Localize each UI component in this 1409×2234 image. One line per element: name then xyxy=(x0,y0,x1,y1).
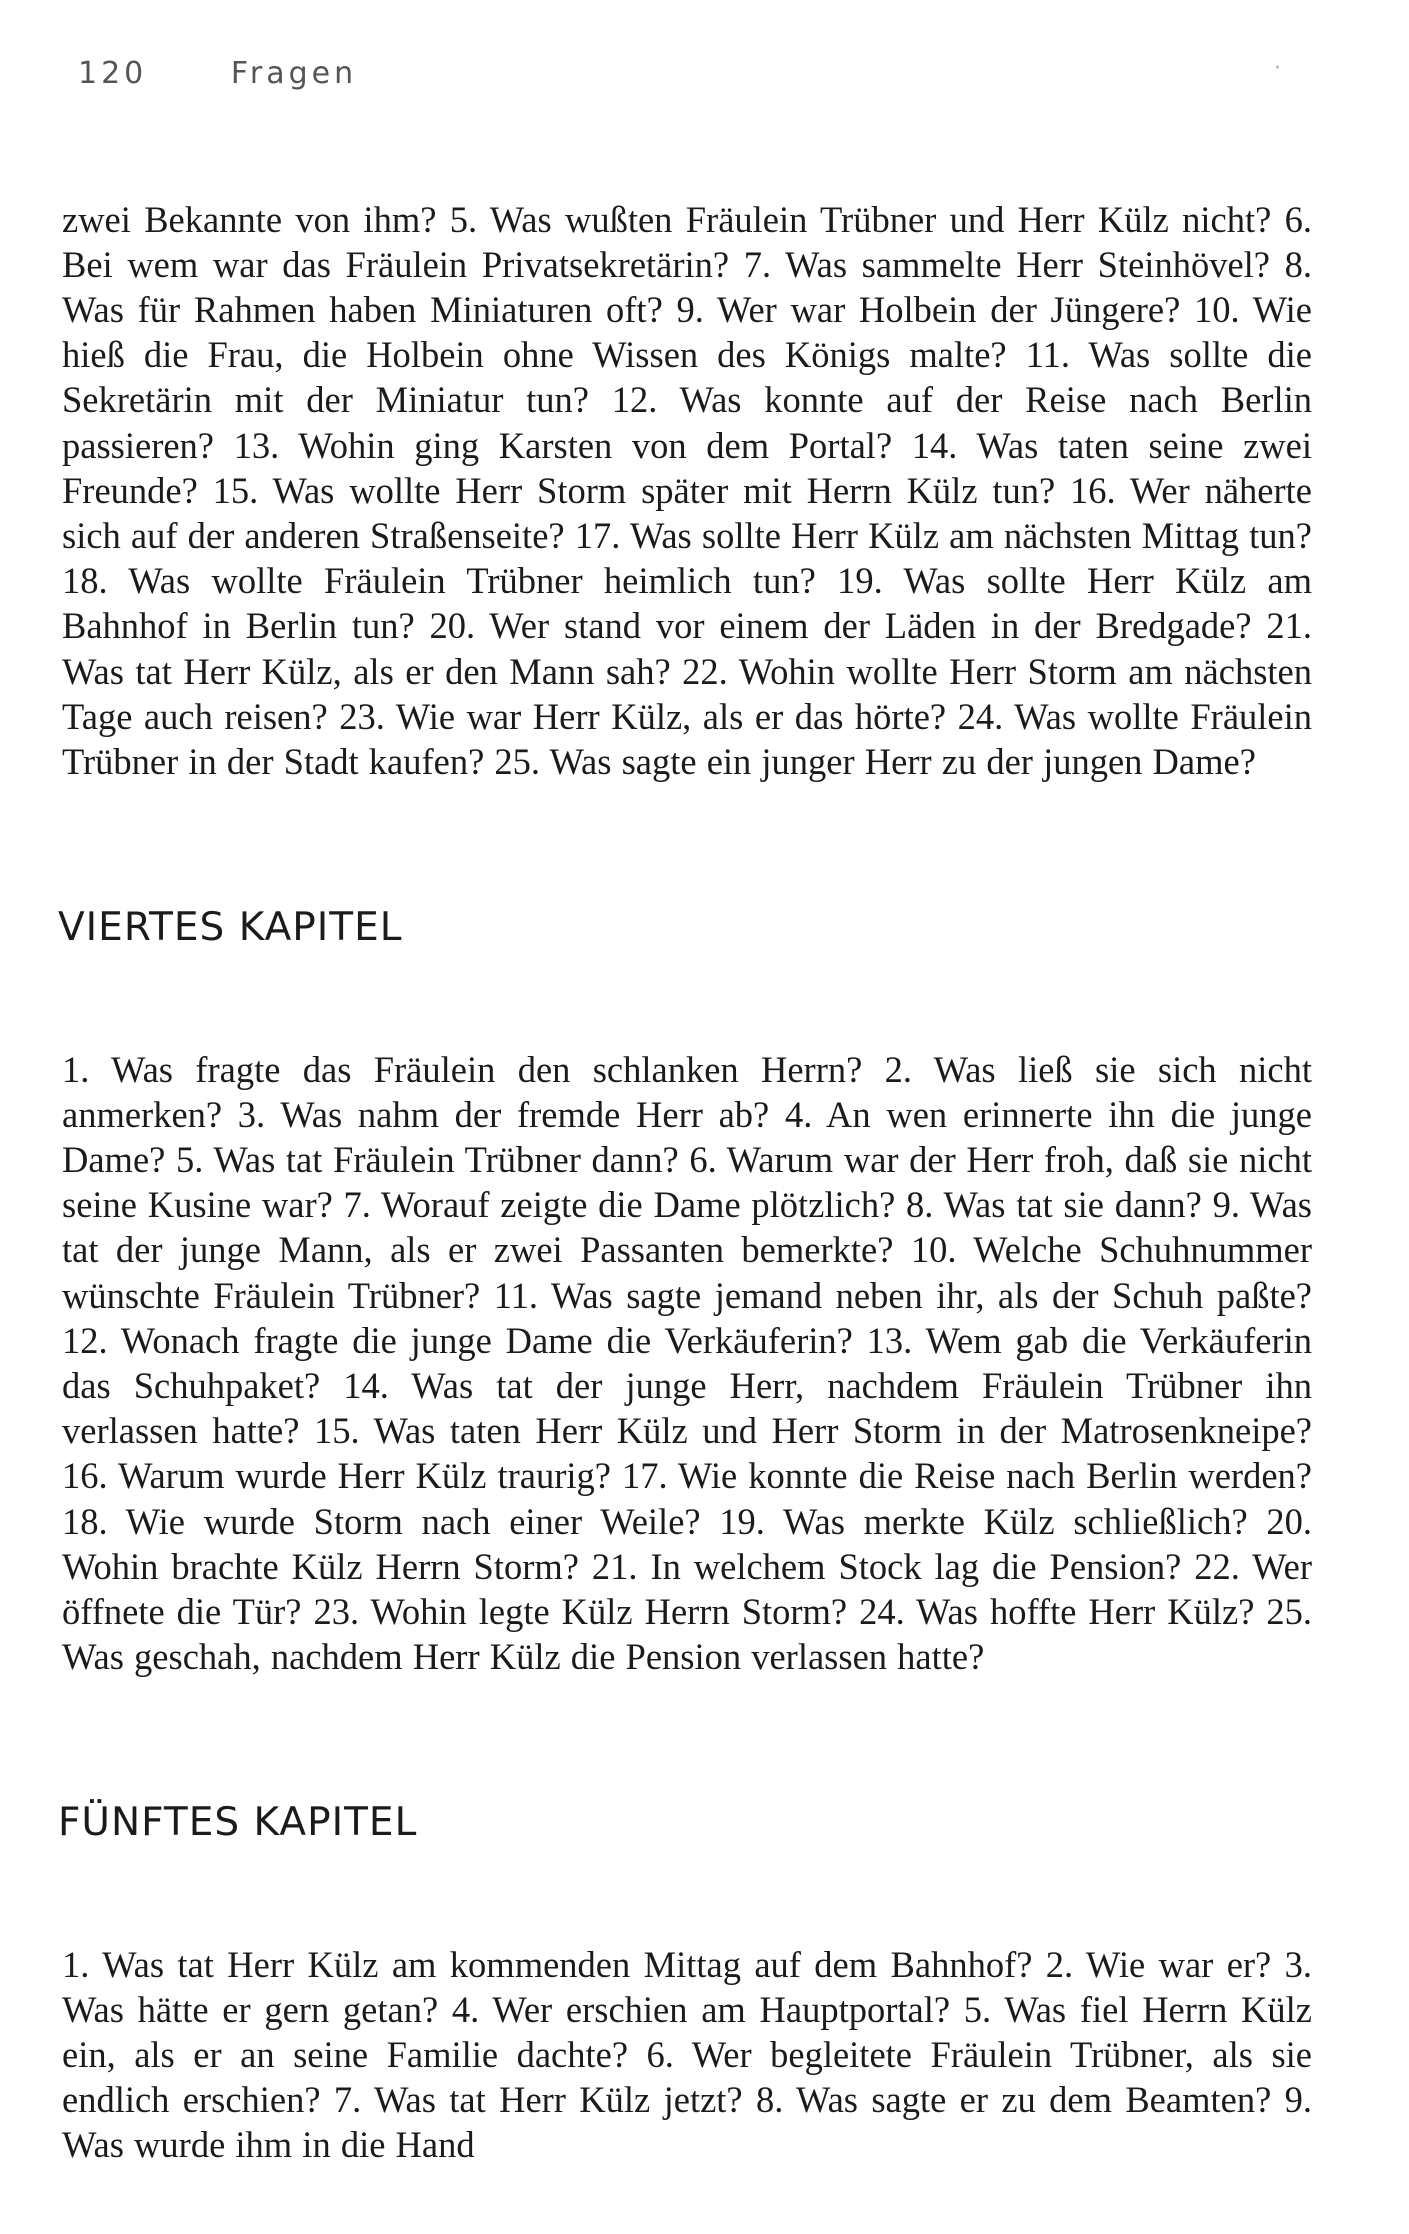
page-number: 120 xyxy=(78,56,148,91)
chapter-4-heading: VIERTES KAPITEL xyxy=(58,905,403,950)
corner-mark: · xyxy=(1274,56,1281,81)
chapter-3-questions-continued: zwei Bekannte von ihm? 5. Was wußten Fräulein Trübner und Herr Külz nicht? 6. Bei wem war das Fräulein Privatsekretärin? 7. Was sammelte Herr Steinhövel? 8. Was für Rahmen haben Miniaturen oft? 9. Wer war Holbein der Jüngere? 10. Wie hieß die Frau, die Holbein ohne Wissen des Königs malte? 11. Was sollte die Sekretärin mit der Miniatur tun? 12. Was konnte auf der Reise nach Berlin passieren? 13. Wohin ging Karsten von dem Portal? 14. Was taten seine zwei Freunde? 15. Was wollte Herr Storm später mit Herrn Külz tun? 16. Wer näherte sich auf der anderen Straßenseite? 17. Was sollte Herr Külz am nächsten Mittag tun? 18. Was wollte Fräulein Trübner heimlich tun? 19. Was sollte Herr Külz am Bahnhof in Berlin tun? 20. Wer stand vor einem der Läden in der Bredgade? 21. Was tat Herr Külz, als er den Mann sah? 22. Wohin wollte Herr Storm am nächsten Tage auch reisen? 23. Wie war Herr Külz, als er das hörte? 24. Was wollte Fräulein Trübner in der Stadt kaufen? 25. Was sagte ein junger Herr zu der jungen Dame? xyxy=(62,198,1312,782)
chapter-4-questions: 1. Was fragte das Fräulein den schlanken Herrn? 2. Was ließ sie sich nicht anmerken? 3. Was nahm der fremde Herr ab? 4. An wen erinnerte ihn die junge Dame? 5. Was tat Fräulein Trübner dann? 6. Warum war der Herr froh, daß sie nicht seine Kusine war? 7. Worauf zeigte die Dame plötzlich? 8. Was tat sie dann? 9. Was tat der junge Mann, als er zwei Passanten bemerkte? 10. Welche Schuhnummer wünschte Fräulein Trübner? 11. Was sagte jemand neben ihr, als der Schuh paßte? 12. Wonach fragte die junge Dame die Verkäuferin? 13. Wem gab die Verkäuferin das Schuhpaket? 14. Was tat der junge Herr, nachdem Fräulein Trübner ihn verlassen hatte? 15. Was taten Herr Külz und Herr Storm in der Matrosenkneipe? 16. Warum wurde Herr Külz traurig? 17. Wie konnte die Reise nach Berlin werden? 18. Wie wurde Storm nach einer Weile? 19. Was merkte Külz schließlich? 20. Wohin brachte Külz Herrn Storm? 21. In welchem Stock lag die Pension? 22. Wer öffnete die Tür? 23. Wohin legte Külz Herrn Storm? 24. Was hoffte Herr Külz? 25. Was geschah, nachdem Herr Külz die Pension verlassen hatte? xyxy=(62,1048,1312,1678)
running-head xyxy=(78,56,357,91)
chapter-5-heading: FÜNFTES KAPITEL xyxy=(58,1800,418,1845)
running-title: Fragen xyxy=(230,56,358,91)
chapter-5-questions: 1. Was tat Herr Külz am kommenden Mittag auf dem Bahnhof? 2. Wie war er? 3. Was hätte er gern getan? 4. Wer erschien am Hauptportal? 5. Was fiel Herrn Külz ein, als er an seine Familie dachte? 6. Wer begleitete Fräulein Trübner, als sie endlich erschien? 7. Was tat Herr Külz jetzt? 8. Was sagte er zu dem Beamten? 9. Was wurde ihm in die Hand xyxy=(62,1943,1312,2166)
